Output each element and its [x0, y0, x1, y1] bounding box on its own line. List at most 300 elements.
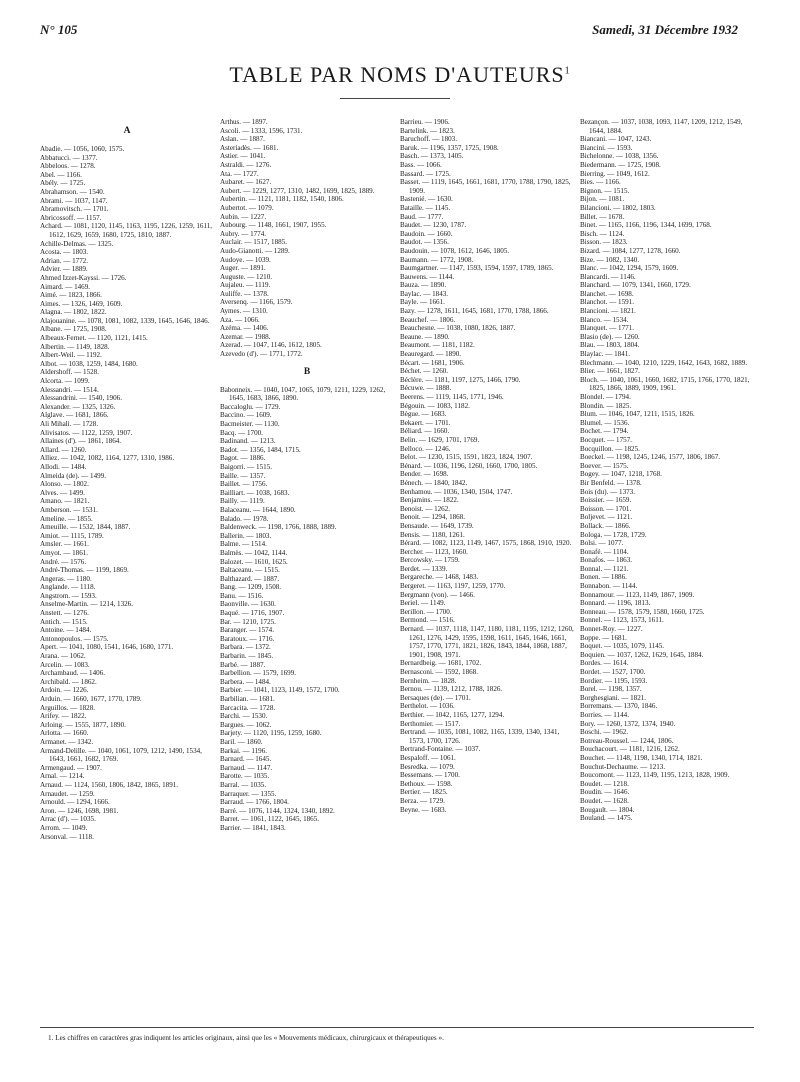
index-entry: Bergareche. — 1468, 1483.: [400, 573, 479, 582]
index-entry: Antonopoulos. — 1575.: [40, 634, 109, 643]
index-entry: Baumgartner. — 1147, 1593, 1594, 1597, 1789, 1865.: [400, 264, 554, 273]
index-entry: Biedermann. — 1725, 1908.: [580, 160, 661, 169]
index-entry: Benhamou. — 1036, 1340, 1504, 1747.: [400, 487, 513, 496]
index-entry: Arnould. — 1294, 1666.: [40, 798, 110, 807]
index-entry: Barbellion. — 1579, 1699.: [220, 669, 297, 678]
index-entry: Bonnet-Roy. — 1227.: [580, 625, 643, 634]
index-entry: Blier. — 1661, 1827.: [580, 367, 640, 376]
index-entry: Archibald. — 1862.: [40, 677, 97, 686]
index-entry: Bloch. — 1040, 1061, 1660, 1682, 1715, 1766, 1770, 1821, 1825, 1866, 1889, 1909, 1961.: [580, 375, 750, 393]
index-entry: Amsler. — 1661.: [40, 540, 89, 549]
index-entry: Biancani. — 1047, 1243.: [580, 135, 652, 144]
index-entry: Benoist. — 1262.: [400, 504, 451, 513]
index-entry: Berillon. — 1700.: [400, 607, 452, 616]
index-entry: Ali Mihali. — 1728.: [40, 420, 99, 428]
index-entry: Barnard. — 1645.: [220, 755, 272, 764]
index-entry: Amiot. — 1115, 1789.: [40, 531, 104, 540]
index-entry: Baratoux. — 1716.: [220, 634, 275, 643]
footnote-rule: [40, 1027, 754, 1028]
index-entry: Boudin. — 1646.: [580, 788, 630, 797]
index-entry: Amyot. — 1861.: [40, 548, 89, 557]
index-entry: Aslan. — 1887.: [220, 135, 265, 144]
index-entry: Albertin. — 1149, 1828.: [40, 342, 110, 351]
index-entry: Aujaleu. — 1119.: [220, 281, 271, 290]
index-entry: Bagot. — 1886.: [220, 454, 266, 463]
index-entry: Achille-Delmas. — 1325.: [40, 239, 114, 248]
index-entry: Beyne. — 1683.: [400, 805, 447, 814]
index-entry: Bataille. — 1145.: [400, 203, 451, 212]
index-entry: Boquet. — 1035, 1079, 1145.: [580, 642, 665, 651]
index-entry: Bauwens. — 1144.: [400, 272, 455, 281]
index-entry: Boquien. — 1037, 1262, 1629, 1645, 1884.: [580, 650, 704, 659]
index-entry: Barotte. — 1035.: [220, 772, 270, 781]
index-entry: Bordes. — 1614.: [580, 659, 629, 668]
index-entry: Beerens. — 1119, 1145, 1771, 1946.: [400, 393, 504, 401]
index-entry: Abrami. — 1037, 1147.: [40, 196, 108, 205]
index-entry: Ballerin. — 1803.: [220, 531, 272, 540]
index-entry: Benoit. — 1294, 1868.: [400, 513, 466, 522]
index-entry: Angeras. — 1180.: [40, 574, 92, 583]
index-entry: Barbara. — 1372.: [220, 643, 271, 652]
index-entry: Arthus. — 1897.: [220, 118, 268, 126]
index-entry: Beriel. — 1149.: [400, 599, 446, 608]
index-entry: Aversenq. — 1166, 1579.: [220, 298, 293, 307]
index-entry: Bailly. — 1119.: [220, 497, 265, 506]
index-entry: Arloing. — 1555, 1877, 1890.: [40, 720, 126, 729]
index-entry: Bernheim. — 1828.: [400, 676, 457, 685]
index-entry: Barbier. — 1041, 1123, 1149, 1572, 1700.: [220, 686, 340, 695]
index-entry: Bassard. — 1725.: [400, 169, 451, 178]
index-entry: Borghesgiani. — 1821.: [580, 693, 647, 702]
index-entry: Abadie. — 1056, 1060, 1575.: [40, 145, 125, 153]
index-entry: Balthazard. — 1887.: [220, 574, 280, 583]
index-entry: Baudouin. — 1078, 1612, 1646, 1805.: [400, 246, 510, 255]
index-entry: Auger. — 1891.: [220, 264, 266, 273]
index-entry: Bertier. — 1825.: [400, 788, 448, 797]
index-entry: Blanc. — 1042, 1294, 1579, 1609.: [580, 264, 679, 273]
index-entry: Bordet. — 1527, 1700.: [580, 668, 646, 676]
index-entry: Arlotta. — 1660.: [40, 729, 89, 738]
index-entry: Ascoli. — 1333, 1596, 1731.: [220, 126, 303, 135]
index-entry: André-Thomas. — 1199, 1869.: [40, 566, 129, 575]
index-entry: Barkai. — 1196.: [220, 746, 268, 755]
index-entry: Bijon. — 1081.: [580, 195, 625, 204]
index-entry: Bonnabon. — 1144.: [580, 582, 638, 591]
index-entry: Bensaude. — 1649, 1739.: [400, 521, 474, 530]
index-entry: Barraquer. — 1355.: [220, 789, 277, 798]
index-entry: Ameuille. — 1532, 1844, 1887.: [40, 523, 131, 532]
index-entry: Barbilian. — 1681.: [220, 695, 275, 703]
index-entry: Allaines (d'). — 1861, 1864.: [40, 437, 122, 446]
index-entry: Abricossoff. — 1157.: [40, 213, 102, 222]
index-entry: Bermond. — 1516.: [400, 616, 455, 625]
index-entry: Azéma. — 1406.: [220, 324, 269, 333]
index-entry: Billet. — 1678.: [580, 212, 625, 221]
index-entry: Baril. — 1860.: [220, 737, 263, 746]
index-entry: Bargues. — 1062.: [220, 720, 272, 729]
index-entry: Bacq. — 1700.: [220, 428, 263, 437]
index-entry: Blanco. — 1534.: [580, 315, 629, 324]
index-entry: Berthomier. — 1517.: [400, 719, 461, 728]
index-entry: Arnal. — 1214.: [40, 772, 85, 781]
index-entry: Arduin. — 1660, 1677, 1770, 1789.: [40, 695, 142, 703]
author-index: [40, 118, 754, 1023]
index-entry: Beauregard. — 1890.: [400, 350, 462, 359]
index-entry: Belot. — 1230, 1515, 1591, 1823, 1824, 1907.: [400, 453, 533, 462]
index-entry: Bérard. — 1082, 1123, 1149, 1467, 1575, 1868, 1910, 1920.: [400, 539, 572, 548]
index-entry: Bichelonne. — 1038, 1356.: [580, 152, 659, 161]
index-entry: Abbeloos. — 1278.: [40, 162, 96, 171]
index-entry: Baud. — 1777.: [400, 212, 444, 221]
index-entry: Barrieu. — 1906.: [400, 118, 450, 126]
index-entry: Alivisatos. — 1122, 1259, 1907.: [40, 428, 133, 437]
index-entry: Bollack. — 1866.: [580, 521, 631, 530]
index-entry: Blechmann. — 1040, 1210, 1229, 1642, 1643, 1682, 1889.: [580, 358, 748, 367]
index-entry: Bègue. — 1683.: [400, 410, 447, 419]
index-entry: Alagna. — 1802, 1822.: [40, 308, 107, 317]
index-entry: Bouchet. — 1148, 1198, 1340, 1714, 1821.: [580, 753, 703, 762]
index-entry: Bersaques (de). — 1701.: [400, 693, 471, 702]
index-entry: Allard. — 1260.: [40, 445, 87, 454]
index-entry: Boppe. — 1681.: [580, 633, 627, 642]
index-entry: Badot. — 1356, 1484, 1715.: [220, 445, 301, 454]
index-entry: Auclair. — 1517, 1885.: [220, 238, 287, 247]
footnote: 1. Les chiffres en caractères gras indiquent les articles originaux, ainsi que les « Mouvements médicaux, chirurgicaux et thérapeutiques ».: [48, 1034, 444, 1042]
index-entry: Balmès. — 1042, 1144.: [220, 548, 288, 557]
index-entry: Auguste. — 1210.: [220, 272, 273, 281]
index-entry: Bir Benfeld. — 1378.: [580, 478, 642, 487]
index-entry: Beaune. — 1890.: [400, 332, 450, 341]
index-entry: Aimé. — 1823, 1866.: [40, 291, 102, 300]
index-entry: Bercowsky. — 1759.: [400, 556, 460, 565]
index-entry: Besredka. — 1079.: [400, 762, 455, 771]
index-entry: Boucomont. — 1123, 1149, 1195, 1213, 1828, 1909.: [580, 771, 730, 780]
index-entry: Bekaert. — 1701.: [400, 418, 451, 427]
index-entry: Bizard. — 1084, 1277, 1278, 1660.: [580, 246, 681, 255]
index-entry: Barré. — 1076, 1144, 1324, 1340, 1892.: [220, 806, 335, 815]
index-entry: Borel. — 1198, 1357.: [580, 685, 642, 694]
index-entry: Baudet. — 1230, 1787.: [400, 221, 467, 230]
title-rule: [340, 98, 450, 99]
index-entry: Banu. — 1516.: [220, 591, 264, 600]
index-entry: Azemar. — 1988.: [220, 332, 271, 341]
index-entry: Alexander. — 1325, 1326.: [40, 402, 116, 411]
index-entry: Alglave. — 1681, 1866.: [40, 411, 109, 420]
index-entry: Baccino. — 1609.: [220, 411, 272, 420]
index-entry: Barbera. — 1484.: [220, 677, 271, 686]
index-entry: Abély. — 1725.: [40, 179, 86, 188]
index-entry: Beauchef. — 1806.: [400, 315, 456, 324]
index-entry: Basch. — 1373, 1405.: [400, 152, 464, 161]
index-entry: Bonnamour. — 1123, 1149, 1867, 1909.: [580, 590, 695, 599]
index-entry: Angstrom. — 1593.: [40, 591, 97, 600]
index-entry: Boissier. — 1659.: [580, 496, 632, 505]
index-entry: Aubaret. — 1627.: [220, 178, 272, 187]
index-entry: Baudoin. — 1660.: [400, 229, 453, 238]
index-entry: Albert-Weil. — 1192.: [40, 351, 102, 360]
index-entry: Asteriadès. — 1681.: [220, 143, 279, 152]
index-entry: Bertrand-Fontaine. — 1037.: [400, 745, 481, 754]
index-entry: Bougault. — 1804.: [580, 805, 635, 814]
index-entry: Beauchesne. — 1038, 1080, 1826, 1887.: [400, 324, 516, 333]
index-entry: Arcelin. — 1083.: [40, 660, 90, 669]
index-entry: Blanquet. — 1771.: [580, 324, 634, 333]
index-entry: Barchi. — 1530.: [220, 712, 268, 721]
index-entry: Baranger. — 1574.: [220, 626, 274, 635]
index-entry: Bochet. — 1794.: [580, 427, 629, 436]
index-entry: Albot. — 1038, 1259, 1484, 1680.: [40, 359, 138, 368]
index-entry: Aimard. — 1469.: [40, 282, 91, 291]
index-entry: Bénard. — 1036, 1196, 1260, 1660, 1700, 1805.: [400, 461, 538, 470]
index-entry: Blasio (de). — 1260.: [580, 332, 640, 341]
index-entry: Bailliart. — 1038, 1683.: [220, 488, 290, 497]
index-entry: Blau. — 1803, 1804.: [580, 341, 640, 350]
index-entry: Bartelink. — 1823.: [400, 126, 455, 135]
index-entry: Bonnard. — 1196, 1813.: [580, 599, 651, 608]
index-entry: Anglande. — 1118.: [40, 583, 96, 592]
index-entry: Alajouanine. — 1078, 1081, 1082, 1339, 1645, 1646, 1846.: [40, 316, 210, 325]
index-entry: Biancini. — 1593.: [580, 143, 633, 152]
index-entry: Bonen. — 1886.: [580, 573, 627, 582]
index-entry: Baigorri. — 1515.: [220, 462, 273, 471]
issue-date: Samedi, 31 Décembre 1932: [592, 22, 738, 37]
index-entry: Ameline. — 1855.: [40, 514, 93, 523]
index-entry: Bensis. — 1180, 1261.: [400, 530, 465, 539]
index-entry: Bogey. — 1047, 1218, 1768.: [580, 470, 662, 479]
index-entry: Barraud. — 1766, 1804.: [220, 798, 289, 807]
index-entry: Barcacita. — 1728.: [220, 703, 276, 712]
index-entry: Botreau-Roussel. — 1244, 1806.: [580, 736, 674, 745]
index-entry: Babonneix. — 1040, 1047, 1065, 1079, 1211, 1229, 1262, 1645, 1683, 1866, 1890.: [220, 385, 386, 403]
index-entry: Berdet. — 1339.: [400, 564, 448, 573]
index-entry: Béclère. — 1181, 1197, 1275, 1466, 1790.: [400, 375, 521, 384]
index-entry: Blondel. — 1794.: [580, 393, 631, 401]
index-entry: Arsonval. — 1118.: [40, 832, 94, 841]
issue-number: N° 105: [40, 22, 78, 37]
index-entry: Bignon. — 1515.: [580, 186, 630, 195]
index-entry: Bonnal. — 1121.: [580, 564, 629, 573]
index-entry: Blondin. — 1825.: [580, 401, 632, 410]
index-entry: Bordier. — 1195, 1593.: [580, 676, 648, 685]
index-entry: Balado. — 1978.: [220, 514, 269, 523]
index-entry: Baudot. — 1356.: [400, 238, 449, 247]
index-entry: Bisch. — 1124.: [580, 229, 625, 238]
index-entry: Bar. — 1210, 1725.: [220, 617, 276, 626]
index-entry: Audo-Gianotti. — 1289.: [220, 246, 290, 255]
index-entry: Béliard. — 1660.: [400, 427, 450, 436]
index-entry: Blanchot. — 1591.: [580, 298, 634, 307]
index-entry: Aubourg. — 1148, 1661, 1907, 1955.: [220, 221, 327, 230]
index-entry: Audoye. — 1039.: [220, 255, 271, 264]
index-entry: Astraldi. — 1276.: [220, 160, 272, 169]
index-entry: Bory. — 1260, 1372, 1374, 1940.: [580, 719, 676, 728]
index-entry: Baqué. — 1716, 1907.: [220, 609, 285, 618]
index-entry: Blum. — 1046, 1047, 1211, 1515, 1826.: [580, 410, 695, 419]
index-entry: Aza. — 1066.: [220, 315, 260, 324]
index-entry: Bergmann (von). — 1466.: [400, 590, 475, 599]
index-entry: Amberson. — 1531.: [40, 505, 98, 514]
index-entry: Alonso. — 1802.: [40, 480, 89, 489]
index-entry: Almeida (de). — 1499.: [40, 471, 106, 480]
index-entry: Bies. — 1166.: [580, 178, 621, 187]
index-entry: Bazy. — 1278, 1611, 1645, 1681, 1770, 1788, 1866.: [400, 307, 549, 316]
index-entry: Bécuwe. — 1888.: [400, 384, 452, 393]
index-entry: Benjamins. — 1822.: [400, 496, 459, 505]
index-entry: Aubin. — 1227.: [220, 212, 267, 221]
index-entry: Baonville. — 1630.: [220, 600, 276, 609]
index-entry: Advier. — 1889.: [40, 265, 88, 274]
index-entry: Bernasconi. — 1592, 1868.: [400, 668, 479, 676]
index-entry: Berza. — 1729.: [400, 796, 445, 805]
index-entry: Boschi. — 1962.: [580, 728, 629, 737]
index-entry: Arnaud. — 1124, 1560, 1806, 1842, 1865, 1891.: [40, 780, 179, 789]
section-letter: A: [123, 126, 131, 136]
index-entry: Bass. — 1066.: [400, 160, 442, 169]
index-entry: Arrac (d'). — 1035.: [40, 815, 96, 824]
index-entry: Bocquillon. — 1825.: [580, 444, 640, 453]
index-entry: Aymes. — 1310.: [220, 307, 268, 316]
index-entry: Barret. — 1061, 1122, 1645, 1865.: [220, 815, 320, 824]
index-entry: Baccaloglu. — 1729.: [220, 402, 281, 411]
index-entry: Baumann. — 1772, 1908.: [400, 255, 474, 264]
index-entry: Abrahamson. — 1540.: [40, 187, 105, 196]
index-entry: Aubertot. — 1079.: [220, 203, 274, 212]
index-entry: Bouland. — 1475.: [580, 814, 633, 823]
index-entry: Bang. — 1209, 1508.: [220, 583, 282, 592]
index-entry: Adrian. — 1772.: [40, 256, 89, 265]
index-entry: Bernou. — 1139, 1212, 1788, 1826.: [400, 685, 503, 694]
index-entry: Bierring. — 1049, 1612.: [580, 169, 650, 178]
index-entry: Boeckel. — 1198, 1245, 1246, 1577, 1806, 1867.: [580, 453, 721, 462]
index-entry: Blancardi. — 1146.: [580, 272, 636, 281]
index-entry: Bonnel. — 1123, 1573, 1611.: [580, 616, 664, 625]
index-entry: Bertrand. — 1035, 1081, 1082, 1165, 1339, 1340, 1341, 1573, 1700, 1726.: [400, 728, 560, 745]
footnote-mark: 1: [564, 65, 571, 77]
index-entry: Azevedo (d'). — 1771, 1772.: [220, 350, 303, 359]
index-entry: Blaylac. — 1841.: [580, 350, 631, 359]
index-entry: Aimes. — 1326, 1469, 1609.: [40, 299, 123, 308]
index-entry: Bonafos. — 1863.: [580, 556, 633, 565]
index-entry: Bauza. — 1890.: [400, 281, 447, 290]
index-entry: Aubertin. — 1121, 1181, 1182, 1540, 1806.: [220, 195, 344, 204]
index-entry: Ardoin. — 1226.: [40, 686, 89, 695]
index-entry: Aron. — 1246, 1698, 1981.: [40, 806, 119, 815]
index-entry: Barbarin. — 1845.: [220, 652, 274, 661]
index-entry: Alcorta. — 1099.: [40, 377, 90, 386]
index-entry: Bessemans. — 1700.: [400, 771, 460, 780]
index-entry: Barnaud. — 1147.: [220, 763, 273, 772]
index-column-3: [400, 118, 574, 1023]
index-entry: Boisson. — 1701.: [580, 504, 632, 513]
index-entry: Balme. — 1514.: [220, 540, 267, 549]
index-entry: Bergeret. — 1163, 1197, 1259, 1770.: [400, 582, 506, 591]
index-entry: Bezançon. — 1037, 1038, 1093, 1147, 1209, 1212, 1549, 1644, 1884.: [580, 118, 743, 135]
index-entry: Aldershoff. — 1528.: [40, 368, 99, 377]
index-entry: Badinand. — 1213.: [220, 437, 276, 446]
index-entry: Apert. — 1041, 1080, 1541, 1646, 1680, 1771.: [40, 643, 174, 652]
index-entry: Acosta. — 1803.: [40, 248, 89, 257]
index-entry: Bender. — 1698.: [400, 470, 449, 479]
index-entry: Blumel. — 1536.: [580, 418, 630, 427]
index-entry: Bisson. — 1823.: [580, 238, 628, 247]
index-entry: Arnaudet. — 1259.: [40, 789, 95, 798]
index-entry: Bernard. — 1037, 1118, 1147, 1180, 1181, 1195, 1212, 1260, 1261, 1276, 1429, 1595, 1598, 1611, 1645, 1646, 1661, 1757, 1770, 1771, 1821, 1826, 1843, 1844, 1868, 1887, 1901, 1908, 1971.: [400, 625, 574, 659]
index-entry: Berthier. — 1042, 1165, 1277, 1294.: [400, 710, 505, 719]
index-entry: Baldenweck. — 1198, 1766, 1888, 1889.: [220, 523, 337, 532]
index-entry: Antoine. — 1484.: [40, 626, 92, 635]
index-entry: Amano. — 1821.: [40, 497, 90, 506]
index-entry: Blancioni. — 1821.: [580, 307, 636, 316]
index-entry: Boever. — 1575.: [580, 461, 629, 470]
index-entry: Armand-Delille. — 1040, 1061, 1079, 1212, 1490, 1534, 1643, 1661, 1682, 1769.: [40, 746, 202, 764]
index-entry: Bastenié. — 1630.: [400, 195, 453, 204]
index-entry: Baylac. — 1843.: [400, 289, 449, 298]
index-entry: Bocquet. — 1757.: [580, 435, 633, 444]
index-entry: Bois (du). — 1373.: [580, 487, 635, 496]
index-entry: Allodi. — 1484.: [40, 462, 87, 471]
index-entry: Baltaceanu. — 1515.: [220, 566, 280, 575]
index-entry: Belin. — 1629, 1701, 1769.: [400, 435, 480, 444]
index-entry: Bernardbeig. — 1681, 1702.: [400, 659, 482, 668]
index-entry: Anstett. — 1276.: [40, 609, 89, 618]
index-entry: Barral. — 1035.: [220, 780, 267, 789]
index-entry: Auliffe. — 1378.: [220, 289, 269, 298]
index-entry: Baillet. — 1756.: [220, 480, 268, 489]
index-entry: Berthelot. — 1036.: [400, 702, 455, 711]
index-entry: Albane. — 1725, 1908.: [40, 325, 107, 334]
index-entry: Binet. — 1165, 1166, 1196, 1344, 1699, 1768.: [580, 221, 712, 230]
index-entry: Bilancioni. — 1802, 1803.: [580, 203, 656, 212]
index-entry: Achard. — 1081, 1120, 1145, 1163, 1195, 1226, 1259, 1611, 1612, 1629, 1659, 1680, 1725, 1810, 1887.: [40, 222, 213, 239]
index-entry: Bonneau. — 1578, 1579, 1580, 1660, 1725.: [580, 607, 705, 616]
index-column-4: [580, 118, 754, 1023]
page-title-text: TABLE PAR NOMS D'AUTEURS: [229, 62, 565, 87]
index-entry: Azerad. — 1047, 1146, 1612, 1805.: [220, 341, 322, 350]
index-entry: Bouchut-Dechaume. — 1213.: [580, 762, 666, 771]
index-entry: Barjety. — 1120, 1195, 1259, 1680.: [220, 729, 322, 738]
index-entry: Belloco. — 1246.: [400, 444, 451, 453]
index-entry: Aubry. — 1774.: [220, 229, 267, 238]
index-entry: Blanchard. — 1079, 1341, 1660, 1729.: [580, 281, 691, 290]
index-entry: Bégouin. — 1083, 1182.: [400, 401, 470, 410]
index-entry: Armanet. — 1342.: [40, 737, 94, 746]
index-entry: Bonafé. — 1104.: [580, 547, 629, 556]
index-entry: Beaumont. — 1181, 1182.: [400, 341, 475, 350]
index-entry: Abbatucci. — 1377.: [40, 153, 98, 162]
index-entry: Antich. — 1515.: [40, 617, 88, 626]
page-title: [0, 62, 800, 88]
index-entry: Borremans. — 1370, 1846.: [580, 702, 658, 711]
index-entry: Alves. — 1499.: [40, 488, 85, 497]
index-entry: Armengaud. — 1907.: [40, 763, 102, 772]
index-entry: Bologa. — 1728, 1729.: [580, 530, 647, 539]
index-entry: Bolsi. — 1077.: [580, 539, 624, 548]
index-entry: Bénech. — 1840, 1842.: [400, 478, 468, 487]
index-entry: Bespaloff. — 1061.: [400, 753, 456, 762]
index-entry: Archambaud. — 1406.: [40, 669, 106, 678]
index-entry: Basset. — 1119, 1645, 1661, 1681, 1770, 1788, 1790, 1825, 1909.: [400, 178, 571, 195]
index-entry: Aubert. — 1229, 1277, 1310, 1482, 1699, 1825, 1889.: [220, 186, 375, 195]
index-entry: Balozet. — 1610, 1625.: [220, 557, 288, 566]
index-column-2: [220, 118, 394, 1023]
index-column-1: [40, 118, 214, 1023]
index-entry: Arguillos. — 1828.: [40, 703, 96, 712]
index-entry: Boudet. — 1628.: [580, 796, 629, 805]
index-entry: Alessandri. — 1514.: [40, 385, 99, 394]
index-entry: André. — 1576.: [40, 557, 87, 566]
index-entry: Blanchet. — 1698.: [580, 289, 634, 298]
index-entry: Barrier. — 1841, 1843.: [220, 823, 286, 832]
